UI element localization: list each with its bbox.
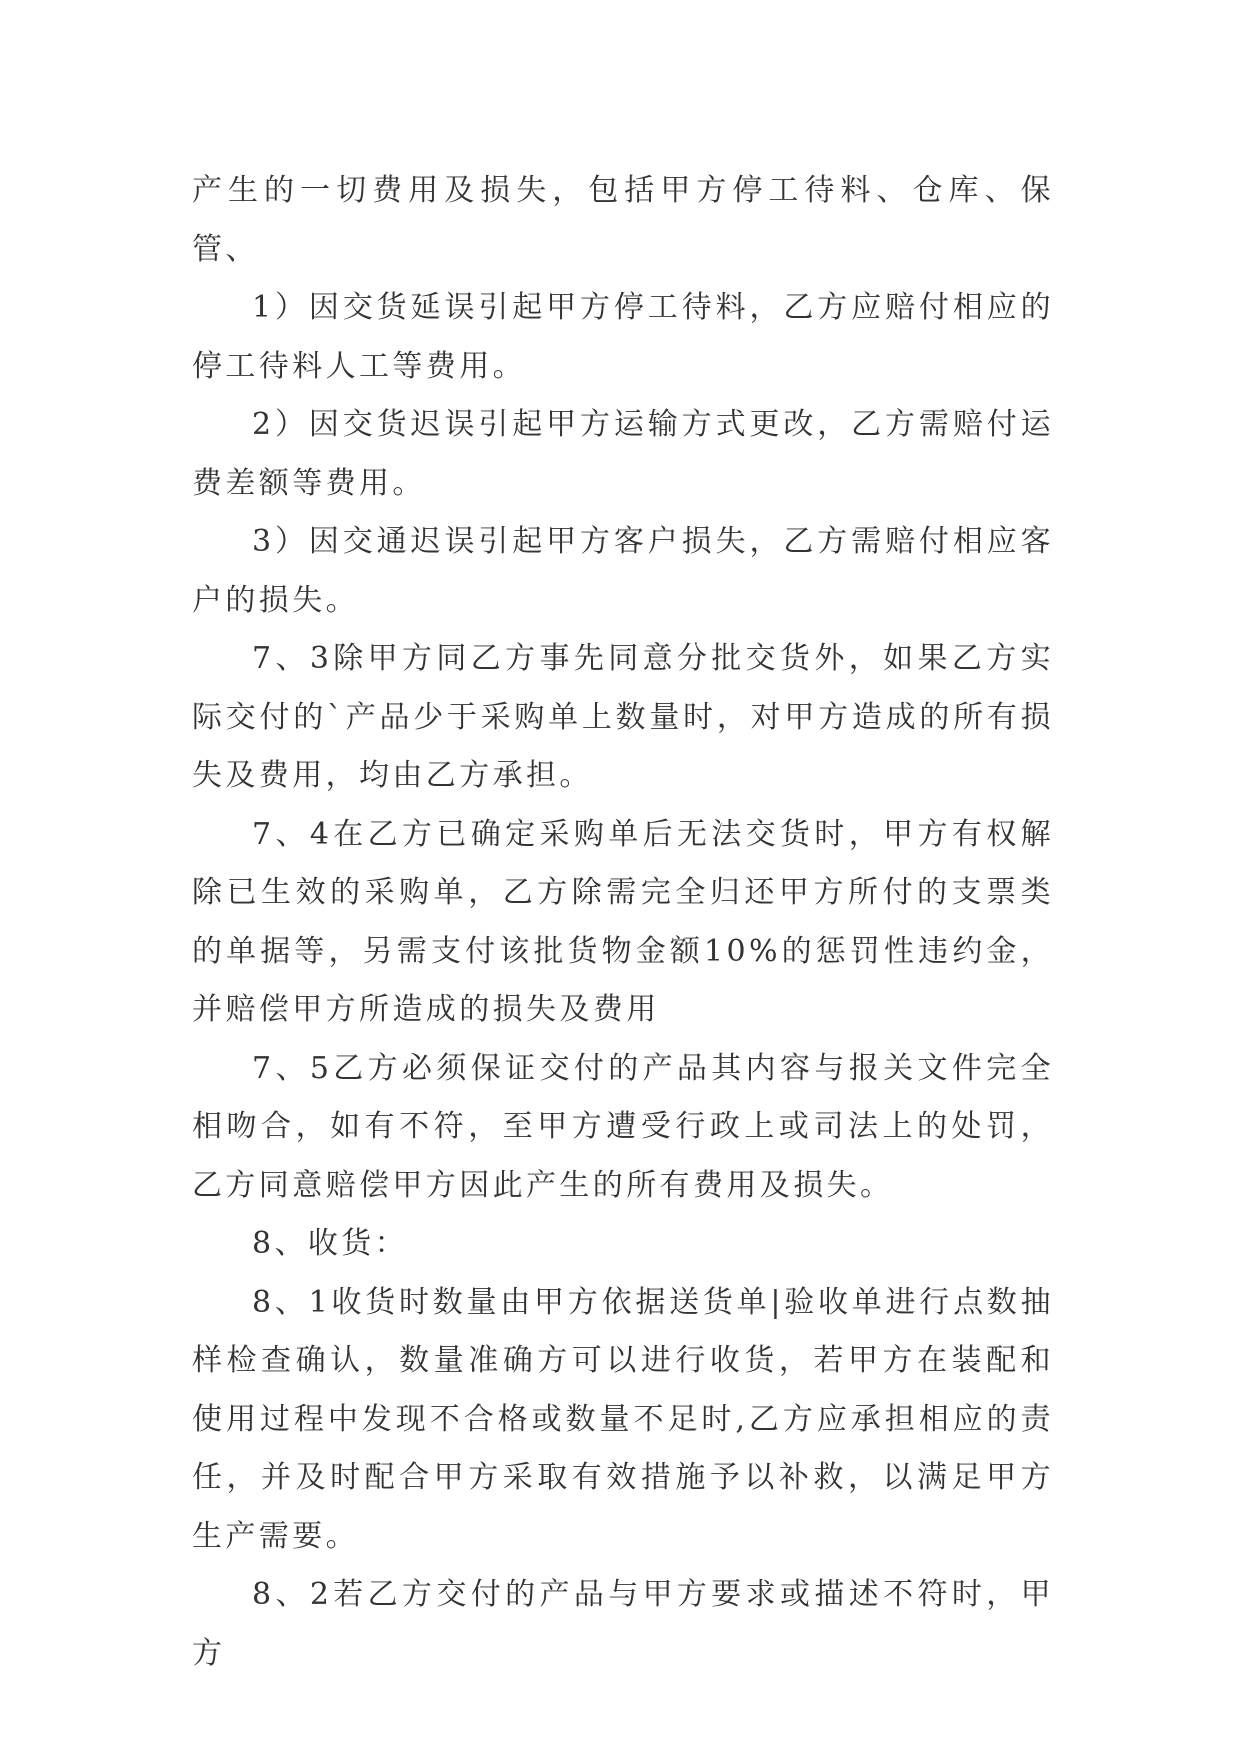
section-heading-8: 8、收货： — [252, 1226, 409, 1261]
paragraph-clause-8-1: 8、1收货时数量由甲方依据送货单|验收单进行点数抽样检查确认，数量准确方可以进行收货，若甲方在装配和使用过程中发现不合格或数量不足时,乙方应承担相应的责任，并及时配合甲方采取有效措施予以补救，以满足甲方生产需要。 — [192, 1284, 1054, 1554]
paragraph-clause-7-3: 7、3除甲方同乙方事先同意分批交货外，如果乙方实际交付的`产品少于采购单上数量时，对甲方造成的所有损失及费用，均由乙方承担。 — [192, 641, 1054, 793]
document-body — [192, 162, 1054, 1683]
paragraph-clause-7-4: 7、4在乙方已确定采购单后无法交货时，甲方有权解除已生效的采购单，乙方除需完全归还甲方所付的支票类的单据等，另需支付该批货物金额10%的惩罚性违约金，并赔偿甲方所造成的损失及费用 — [192, 816, 1054, 1027]
paragraph-item-2: 2）因交货迟误引起甲方运输方式更改，乙方需赔付运费差额等费用。 — [192, 407, 1054, 501]
paragraph-continuation: 产生的一切费用及损失，包括甲方停工待料、仓库、保管、 — [192, 173, 1054, 267]
paragraph-clause-7-5: 7、5乙方必须保证交付的产品其内容与报关文件完全相吻合，如有不符，至甲方遭受行政上或司法上的处罚，乙方同意赔偿甲方因此产生的所有费用及损失。 — [192, 1050, 1054, 1203]
paragraph-item-3: 3）因交通迟误引起甲方客户损失，乙方需赔付相应客户的损失。 — [192, 524, 1054, 618]
paragraph-item-1: 1）因交货延误引起甲方停工待料，乙方应赔付相应的停工待料人工等费用。 — [192, 290, 1054, 384]
paragraph-clause-8-2: 8、2若乙方交付的产品与甲方要求或描述不符时，甲方 — [192, 1577, 1054, 1671]
